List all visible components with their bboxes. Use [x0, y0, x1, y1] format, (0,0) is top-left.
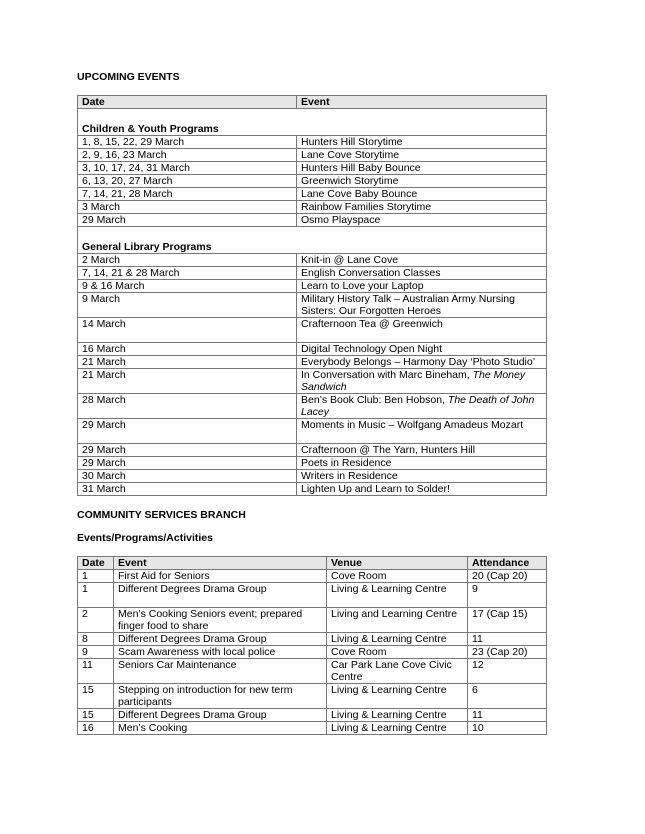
section-spacer-cell [78, 227, 547, 242]
table-row [78, 267, 547, 280]
table-row [78, 188, 547, 201]
table-row [78, 608, 547, 633]
event-date: 28 March [78, 394, 297, 419]
event-name-text: Lane Cove Baby Bounce [301, 188, 418, 200]
activity-event: Different Degrees Drama Group [114, 583, 327, 608]
event-name [297, 343, 547, 356]
table-row [78, 356, 547, 369]
event-name-text: Learn to Love your Laptop [301, 280, 424, 292]
activity-venue: Living & Learning Centre [327, 722, 468, 735]
activity-venue: Living & Learning Centre [327, 633, 468, 646]
section-spacer [78, 227, 547, 242]
event-date: 7, 14, 21, 28 March [78, 188, 297, 201]
section-title: General Library Programs [78, 241, 547, 254]
activity-date: 1 [78, 570, 114, 583]
table-row [78, 722, 547, 735]
event-name [297, 470, 547, 483]
event-date: 2 March [78, 254, 297, 267]
event-name [297, 136, 547, 149]
table-row [78, 470, 547, 483]
activity-date: 16 [78, 722, 114, 735]
table-row [78, 175, 547, 188]
activity-attendance: 6 [468, 684, 547, 709]
table-row [78, 583, 547, 608]
table-row [78, 136, 547, 149]
event-date: 29 March [78, 457, 297, 470]
table-row [78, 444, 547, 457]
event-name [297, 318, 547, 343]
table-row [78, 214, 547, 227]
event-date: 7, 14, 21 & 28 March [78, 267, 297, 280]
event-date: 3, 10, 17, 24, 31 March [78, 162, 297, 175]
activity-event: Stepping on introduction for new term participants [114, 684, 327, 709]
column-header-event: Event [297, 96, 547, 109]
activity-attendance: 11 [468, 709, 547, 722]
event-name-text: Hunters Hill Storytime [301, 136, 403, 148]
column-header-event: Event [114, 557, 327, 570]
table-row [78, 684, 547, 709]
table-row [78, 633, 547, 646]
activity-date: 9 [78, 646, 114, 659]
upcoming-events-heading: UPCOMING EVENTS [77, 71, 180, 83]
event-date: 1, 8, 15, 22, 29 March [78, 136, 297, 149]
column-header-date: Date [78, 557, 114, 570]
event-name [297, 149, 547, 162]
event-name [297, 369, 547, 394]
section-header-row [78, 241, 547, 254]
table-row [78, 162, 547, 175]
event-name [297, 457, 547, 470]
activity-date: 15 [78, 709, 114, 722]
activity-venue: Cove Room [327, 646, 468, 659]
event-name-text: Poets in Residence [301, 457, 392, 469]
event-name [297, 267, 547, 280]
event-name-text: Writers in Residence [301, 470, 398, 482]
activity-date: 1 [78, 583, 114, 608]
event-title-italic: The Death of John Lacey [301, 394, 535, 418]
event-name [297, 214, 547, 227]
table-row [78, 457, 547, 470]
event-date: 2, 9, 16, 23 March [78, 149, 297, 162]
table-row [78, 149, 547, 162]
community-services-heading: COMMUNITY SERVICES BRANCH [77, 509, 246, 521]
event-date: 29 March [78, 214, 297, 227]
event-name-text: Greenwich Storytime [301, 175, 399, 187]
table-row [78, 419, 547, 444]
event-date: 14 March [78, 318, 297, 343]
event-name-text: Hunters Hill Baby Bounce [301, 162, 421, 174]
event-name [297, 356, 547, 369]
event-date: 29 March [78, 419, 297, 444]
column-header-venue: Venue [327, 557, 468, 570]
event-name-text: Osmo Playspace [301, 214, 381, 226]
event-name-text: English Conversation Classes [301, 267, 441, 279]
event-name-text: Crafternoon @ The Yarn, Hunters Hill [301, 444, 476, 456]
table-row [78, 201, 547, 214]
section-spacer-cell [78, 109, 547, 124]
activity-venue: Living and Learning Centre [327, 608, 468, 633]
activity-venue: Living & Learning Centre [327, 709, 468, 722]
table-row [78, 709, 547, 722]
event-name [297, 201, 547, 214]
column-header-attendance: Attendance [468, 557, 547, 570]
table-row [78, 318, 547, 343]
activity-event: Men’s Cooking Seniors event; prepared finger food to share [114, 608, 327, 633]
event-name [297, 419, 547, 444]
event-name-text: Knit-in @ Lane Cove [301, 254, 399, 266]
table-row [78, 254, 547, 267]
activity-attendance: 23 (Cap 20) [468, 646, 547, 659]
activity-venue: Car Park Lane Cove Civic Centre [327, 659, 468, 684]
table-row [78, 293, 547, 318]
activity-attendance: 10 [468, 722, 547, 735]
community-services-subheading: Events/Programs/Activities [77, 532, 213, 544]
event-name-text: In Conversation with Marc Bineham, [301, 369, 473, 381]
section-header-row [78, 123, 547, 136]
event-name-text: Digital Technology Open Night [301, 343, 443, 355]
event-name-text: Ben’s Book Club: Ben Hobson, [301, 394, 448, 406]
activity-venue: Living & Learning Centre [327, 583, 468, 608]
event-name-text: Rainbow Families Storytime [301, 201, 432, 213]
column-header-date: Date [78, 96, 297, 109]
event-name [297, 483, 547, 496]
event-date: 9 March [78, 293, 297, 318]
event-name [297, 254, 547, 267]
event-name [297, 293, 547, 318]
event-name [297, 162, 547, 175]
activity-event: Scam Awareness with local police [114, 646, 327, 659]
upcoming-events-table [77, 95, 547, 496]
activity-attendance: 9 [468, 583, 547, 608]
event-name-text: Moments in Music – Wolfgang Amadeus Mozart [301, 419, 524, 431]
table-row [78, 394, 547, 419]
activity-date: 15 [78, 684, 114, 709]
activity-event: Men’s Cooking [114, 722, 327, 735]
event-date: 29 March [78, 444, 297, 457]
activity-event: Different Degrees Drama Group [114, 709, 327, 722]
community-services-table [77, 556, 547, 735]
activity-attendance: 17 (Cap 15) [468, 608, 547, 633]
activity-venue: Living & Learning Centre [327, 684, 468, 709]
event-name [297, 188, 547, 201]
table-row [78, 280, 547, 293]
activity-date: 2 [78, 608, 114, 633]
table-row [78, 646, 547, 659]
activity-attendance: 20 (Cap 20) [468, 570, 547, 583]
event-date: 3 March [78, 201, 297, 214]
event-name [297, 280, 547, 293]
section-title: Children & Youth Programs [78, 123, 547, 136]
activity-venue: Cove Room [327, 570, 468, 583]
activity-date: 8 [78, 633, 114, 646]
event-date: 30 March [78, 470, 297, 483]
event-name-text: Military History Talk – Australian Army Nursing Sisters: Our Forgotten Heroes [301, 293, 515, 317]
event-date: 31 March [78, 483, 297, 496]
table-row [78, 343, 547, 356]
table-row [78, 369, 547, 394]
event-name [297, 394, 547, 419]
table-row [78, 483, 547, 496]
table-row [78, 570, 547, 583]
event-name-text: Lane Cove Storytime [301, 149, 400, 161]
table-row [78, 659, 547, 684]
event-date: 21 March [78, 356, 297, 369]
event-date: 6, 13, 20, 27 March [78, 175, 297, 188]
activity-date: 11 [78, 659, 114, 684]
activity-event: Different Degrees Drama Group [114, 633, 327, 646]
event-title-italic: The Money Sandwich [301, 369, 526, 393]
event-date: 21 March [78, 369, 297, 394]
section-spacer [78, 109, 547, 124]
event-name [297, 175, 547, 188]
activity-attendance: 11 [468, 633, 547, 646]
event-date: 9 & 16 March [78, 280, 297, 293]
event-name-text: Lighten Up and Learn to Solder! [301, 483, 450, 495]
event-name-text: Everybody Belongs – Harmony Day ‘Photo Studio’ [301, 356, 536, 368]
activity-event: Seniors Car Maintenance [114, 659, 327, 684]
event-date: 16 March [78, 343, 297, 356]
event-name-text: Crafternoon Tea @ Greenwich [301, 318, 443, 330]
activity-event: First Aid for Seniors [114, 570, 327, 583]
event-name [297, 444, 547, 457]
activity-attendance: 12 [468, 659, 547, 684]
